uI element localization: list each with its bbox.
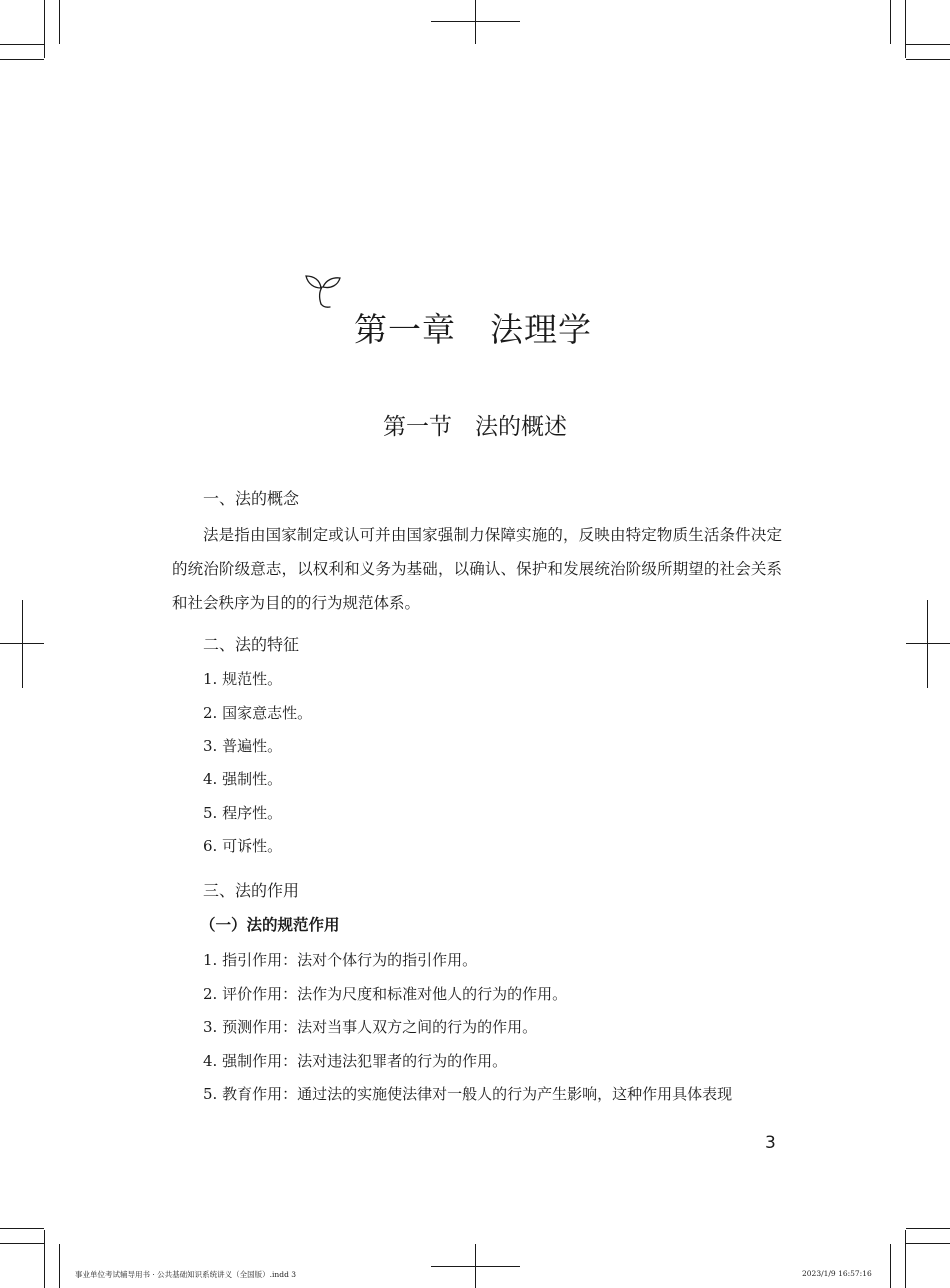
page-number: 3 xyxy=(765,1133,776,1153)
section-title: 第一节 法的概述 xyxy=(383,414,567,440)
subheading-normative-functions: （一）法的规范作用 xyxy=(200,916,340,934)
list-item: 6. 可诉性。 xyxy=(203,837,283,855)
list-item: 2. 评价作用：法作为尺度和标准对他人的行为的作用。 xyxy=(203,985,568,1003)
list-item: 4. 强制作用：法对违法犯罪者的行为的作用。 xyxy=(203,1052,508,1070)
list-item: 3. 普遍性。 xyxy=(203,737,283,755)
list-item: 4. 强制性。 xyxy=(203,770,283,788)
list-item: 1. 指引作用：法对个体行为的指引作用。 xyxy=(203,951,478,969)
concept-paragraph: 法是指由国家制定或认可并由国家强制力保障实施的，反映由特定物质生活条件决定的统治阶级意志，以权利和义务为基础，以确认、保护和发展统治阶级所期望的社会关系和社会秩序为目的的行为规范体系。 xyxy=(172,526,782,612)
list-item: 5. 教育作用：通过法的实施使法律对一般人的行为产生影响，这种作用具体表现 xyxy=(203,1085,733,1103)
heading-concept: 一、法的概念 xyxy=(203,489,300,508)
chapter-title: 第一章 法理学 xyxy=(354,310,592,350)
heading-features: 二、法的特征 xyxy=(203,635,300,654)
heading-functions: 三、法的作用 xyxy=(203,881,300,900)
list-item: 1. 规范性。 xyxy=(203,670,283,688)
print-slug-filename: 事业单位考试辅导用书 · 公共基础知识系统讲义（全国版）.indd 3 xyxy=(75,1270,297,1279)
print-slug-timestamp: 2023/1/9 16:57:16 xyxy=(802,1269,872,1278)
sprout-icon xyxy=(300,272,350,314)
list-item: 5. 程序性。 xyxy=(203,804,283,822)
list-item: 3. 预测作用：法对当事人双方之间的行为的作用。 xyxy=(203,1018,538,1036)
list-item: 2. 国家意志性。 xyxy=(203,704,313,722)
